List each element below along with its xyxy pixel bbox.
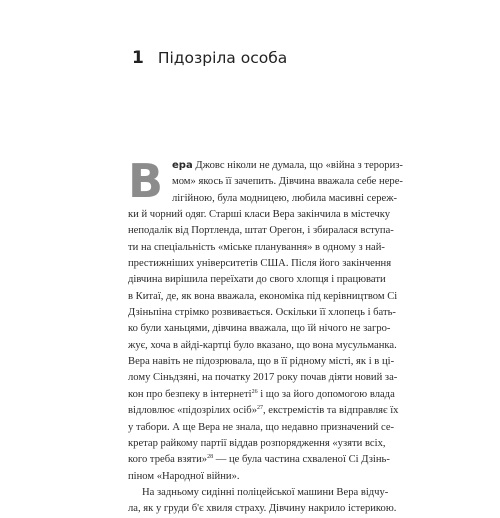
text-line: лому Сіньдзяні, на початку 2017 року почав діяти новий за- xyxy=(128,372,398,384)
text-line: піном «Народної війни». xyxy=(128,470,240,482)
text-line: Вера навіть не підозрювала, що в її рідному місті, як і в ці- xyxy=(128,356,395,368)
text-line: На задньому сидінні поліцейської машини Вера відчу- xyxy=(142,486,389,498)
text-line: жує, хоча в айді-картці було вказано, що вона мусульманка. xyxy=(128,339,397,351)
footnote-ref[interactable]: 27 xyxy=(257,405,263,412)
text-line: мом» якось її зачепить. Дівчина вважала себе нере- xyxy=(172,176,403,188)
text-line: відловлює «підозрілих осіб»$^{27}$, екстремістів та відправляє їх xyxy=(128,405,399,417)
text-line: ко були ханьцями, дівчина вважала, що їй нічого не загро- xyxy=(128,323,391,335)
drop-cap: В xyxy=(128,154,164,208)
text-line: Дзіньпіна стрімко розвивається. Оскільки її хлопець і бать- xyxy=(128,307,396,319)
footnote-ref[interactable]: 26 xyxy=(251,388,258,395)
lead-word: ера xyxy=(172,160,193,171)
body-text xyxy=(128,154,403,518)
text-line: кого треба взяти»$^{28}$ — це була частина схваленої Сі Дзінь- xyxy=(128,454,390,466)
text-line: престижніших університетів США. Після його закінчення xyxy=(128,258,392,270)
text-line: лігійною, була модницею, любила масивні сереж- xyxy=(172,192,398,204)
chapter-heading xyxy=(132,48,287,68)
text-line: кон про безпеку в інтернеті$^{26}$ і що за його допомогою влада xyxy=(128,388,395,400)
text-line: ера Джовс ніколи не думала, що «війна з терориз- xyxy=(172,160,403,171)
text-line: кретар райкому партії віддав розпорядження «узяти всіх, xyxy=(128,437,386,449)
text-line: ла, як у груди б'є хвиля страху. Дівчину накрило істерикою. xyxy=(128,503,397,515)
text-line: у табори. А ще Вера не знала, що недавно призначений се- xyxy=(128,421,395,433)
text-line: дівчина вирішила переїхати до свого хлопця і працювати xyxy=(128,274,386,286)
chapter-number: 1 xyxy=(132,48,144,68)
text-line: в Китаї, де, як вона вважала, економіка під керівництвом Сі xyxy=(128,290,398,302)
text-line: неподалік від Портленда, штат Орегон, і збиралася вступа- xyxy=(128,225,394,237)
text-line: ки й чорний одяг. Старші класи Вера закінчила в містечку xyxy=(128,209,391,221)
chapter-title: Підозріла особа xyxy=(157,49,288,67)
text-line: ти на спеціальність «міське планування» в одному з най- xyxy=(128,241,385,253)
footnote-ref[interactable]: 28 xyxy=(207,454,214,461)
